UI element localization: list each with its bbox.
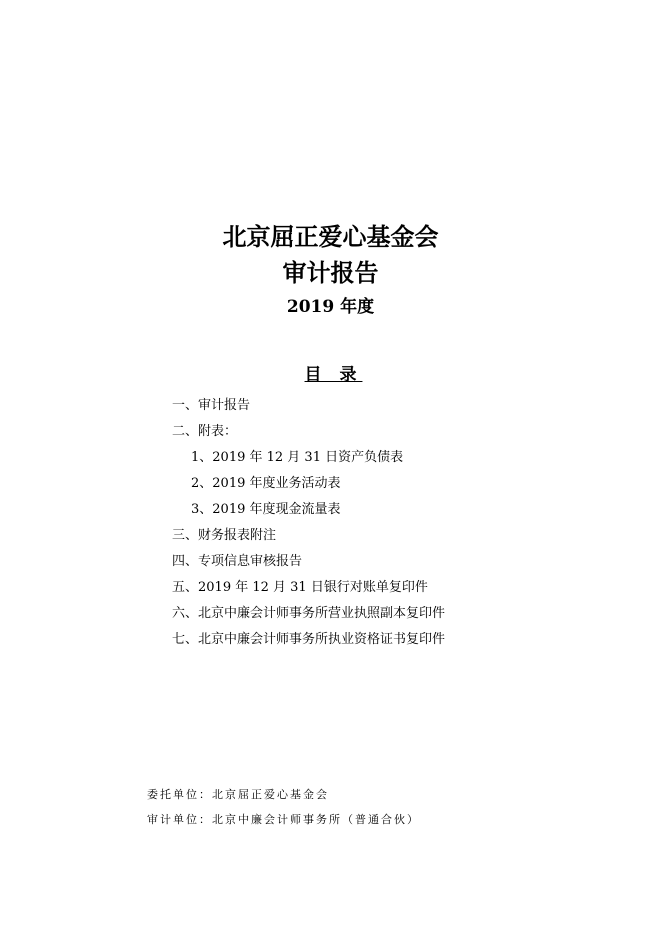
toc-item-appendix: 二、附表： — [172, 424, 238, 439]
toc-item-cash-flow: 3、2019 年度现金流量表 — [191, 502, 341, 517]
toc-item-balance-sheet: 1、2019 年 12 月 31 日资产负债表 — [191, 450, 404, 465]
toc-item-activity-statement: 2、2019 年度业务活动表 — [191, 476, 341, 491]
toc-item-special-review: 四、专项信息审核报告 — [172, 554, 303, 569]
toc-item-audit-report: 一、审计报告 — [172, 398, 251, 413]
report-year: 2019 年度 — [286, 297, 375, 317]
organization-name: 北京屈正爱心基金会 — [222, 222, 439, 251]
toc-item-bank-statement: 五、2019 年 12 月 31 日银行对账单复印件 — [172, 580, 428, 595]
client-unit: 委托单位：北京屈正爱心基金会 — [147, 788, 329, 801]
toc-item-business-license: 六、北京中廉会计师事务所营业执照副本复印件 — [172, 606, 446, 621]
toc-heading-text: 目 录 — [304, 365, 363, 385]
toc-item-notes: 三、财务报表附注 — [172, 528, 277, 543]
toc-item-qualification-certificate: 七、北京中廉会计师事务所执业资格证书复印件 — [172, 632, 446, 647]
auditor-unit: 审计单位：北京中廉会计师事务所（普通合伙） — [147, 813, 420, 826]
toc-heading — [0, 364, 661, 386]
report-title: 审计报告 — [282, 258, 379, 287]
